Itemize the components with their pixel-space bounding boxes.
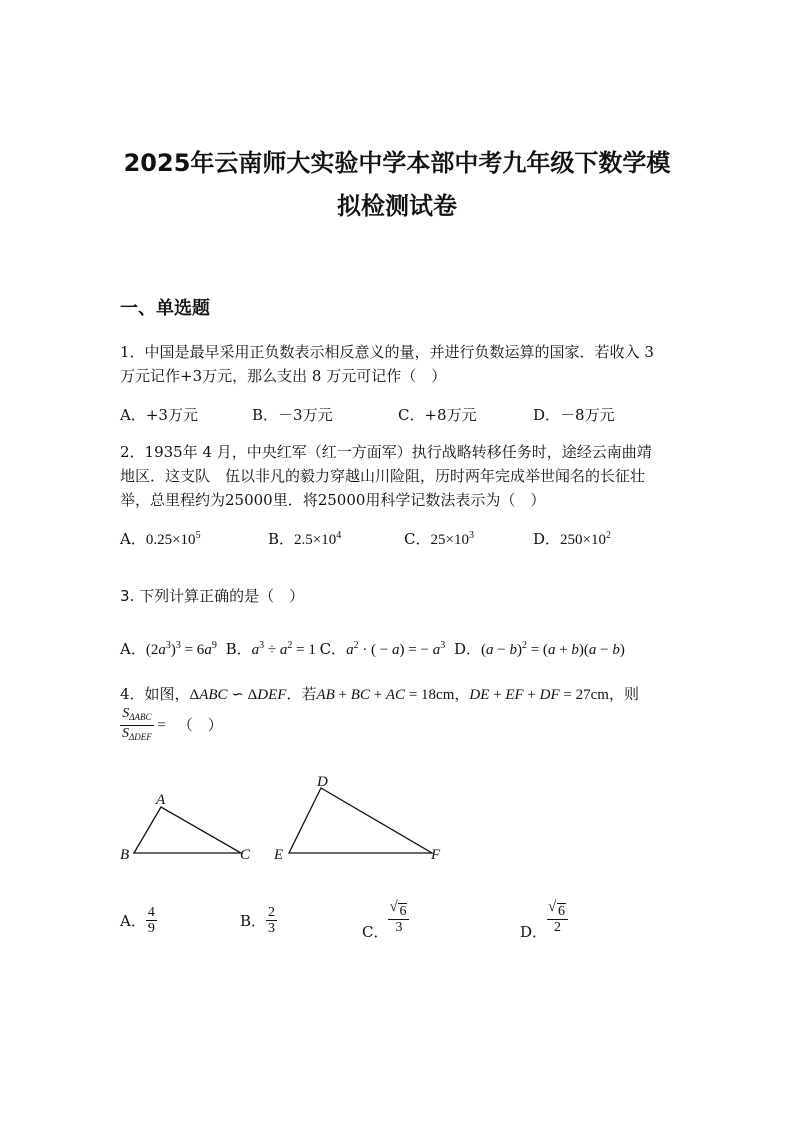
q1-line1: 1．中国是最早采用正负数表示相反意义的量，并进行负数运算的国家．若收入 3 [120, 343, 654, 361]
q3-options-row [120, 638, 625, 659]
q1-line2: 万元记作+3万元，那么支出 8 万元可记作（ ） [120, 367, 447, 385]
q4-area-ratio: $\frac{S_{\Delta ABC}}{S_{\Delta DEF}}$ [122, 706, 152, 742]
q1-option-a[interactable]: A．+3万元 [120, 406, 198, 424]
q3-option-d[interactable]: D．$(a - b)^2 = (a + b)(a - b)$ [453, 640, 625, 658]
q4-option-c[interactable]: C． √ $\frac{6}{3}$ [362, 903, 409, 942]
triangle-abc [134, 807, 241, 853]
label-f: F [431, 847, 441, 863]
q4-option-d[interactable]: D． √ $\frac{6}{2}$ [520, 903, 568, 942]
q3-stem: 3. 下列计算正确的是（ ） [120, 587, 305, 605]
q2-option-b[interactable]: B．$2.5\times 10^4$ [268, 530, 342, 548]
q2-option-a[interactable]: A．$0.25\times 10^5$ [120, 530, 201, 548]
q2-option-c[interactable]: C．$25\times 10^3$ [404, 530, 474, 548]
label-c: C [240, 847, 251, 863]
q1-option-c[interactable]: C．+8万元 [398, 406, 477, 424]
q2-line1: 2．1935年 4 月，中央红军（红一方面军）执行战略转移任务时，途经云南曲靖 [120, 443, 652, 461]
q1-option-d[interactable]: D．－8万元 [533, 406, 615, 424]
q2-line2: 地区．这支队 伍以非凡的毅力穿越山川险阻，历时两年完成举世闻名的长征壮 [120, 467, 646, 485]
triangle-def [289, 788, 432, 853]
label-b: B [120, 847, 130, 863]
q4-stem-line2: $\frac{S_{\Delta ABC}}{S_{\Delta DEF}}$ = （ ） [120, 706, 223, 745]
q4-triangles-figure [110, 770, 460, 870]
q4-option-a[interactable]: A． $\frac{4}{9}$ [120, 905, 155, 936]
q2-line3: 举，总里程约为25000里．将25000用科学记数法表示为（ ） [120, 491, 546, 509]
q1-option-b[interactable]: B．－3万元 [252, 406, 333, 424]
page-title-line2: 拟检测试卷 [337, 192, 457, 220]
page-title-line1: 2025年云南师大实验中学本部中考九年级下数学模 [123, 149, 671, 177]
section-heading: 一、单选题 [120, 298, 210, 319]
label-a: A [156, 792, 166, 808]
label-e: E [274, 847, 284, 863]
q2-option-d[interactable]: D．$250\times 10^2$ [533, 530, 611, 548]
q4-stem-line1: 4．如图，ΔABC ∽ ΔDEF．若AB + BC + AC = 18cm，DE + EF + DF = 27cm，则 [120, 685, 639, 703]
q3-option-c[interactable]: C．$a^2$ · ( − a) = − $a^3$ [319, 640, 446, 658]
q3-option-a[interactable]: A．$(2a^3)^3 = 6a^9$ [120, 640, 217, 658]
label-d: D [317, 774, 328, 790]
q4-option-b[interactable]: B． $\frac{2}{3}$ [240, 905, 276, 936]
q3-option-b[interactable]: B．$a^3 \div a^2 = 1$ [225, 640, 320, 658]
